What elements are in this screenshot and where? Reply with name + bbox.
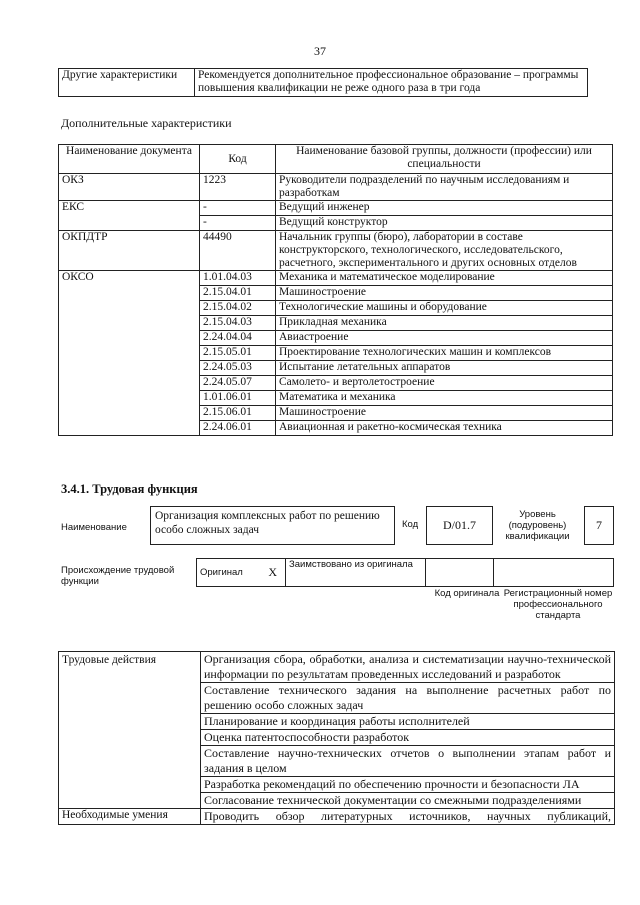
row-code: 1.01.04.03 <box>200 271 276 286</box>
row-code: 2.24.05.03 <box>200 361 276 376</box>
table-row <box>59 271 613 286</box>
row-name: Машиностроение <box>276 286 613 301</box>
row-code: 2.24.05.07 <box>200 376 276 391</box>
row-name: Авиационная и ракетно-космическая техника <box>276 421 613 436</box>
reg-number-label: Регистрационный номер профессионального стандарта <box>503 588 613 621</box>
row-code: 2.15.06.01 <box>200 406 276 421</box>
function-name-value: Организация комплексных работ по решению особо сложных задач <box>155 510 380 536</box>
row-name: Ведущий инженер <box>276 201 613 216</box>
header-name: Наименование базовой группы, должности (профессии) или специальности <box>276 145 613 174</box>
row-code: 2.15.05.01 <box>200 346 276 361</box>
row-document: ОКЗ <box>59 174 200 201</box>
function-level-label: Уровень (подуровень) квалификации <box>505 509 570 542</box>
origin-table <box>196 558 614 587</box>
origin-original-label: Оригинал <box>197 559 261 587</box>
row-document: ОКПДТР <box>59 231 200 271</box>
function-name-box <box>150 506 395 545</box>
row-code: 2.24.04.04 <box>200 331 276 346</box>
labor-action: Составление научно-технических отчетов о выполнении этапам работ и задания в целом <box>201 746 615 777</box>
row-name: Самолето- и вертолетостроение <box>276 376 613 391</box>
labor-action: Оценка патентоспособности разработок <box>201 730 615 746</box>
other-label: Другие характеристики <box>59 69 195 97</box>
extra-characteristics-table <box>58 144 613 436</box>
code-original-label: Код оригинала <box>434 588 500 599</box>
actions-label: Трудовые действия <box>59 652 201 809</box>
table-row <box>59 652 615 683</box>
labor-action: Разработка рекомендаций по обеспечению прочности и безопасности ЛА <box>201 777 615 793</box>
row-document: ОКСО <box>59 271 200 436</box>
table-row <box>59 201 613 216</box>
row-name: Машиностроение <box>276 406 613 421</box>
row-name: Математика и механика <box>276 391 613 406</box>
table-row <box>59 231 613 271</box>
row-name: Технологические машины и оборудование <box>276 301 613 316</box>
table-row <box>59 174 613 201</box>
row-name: Начальник группы (бюро), лаборатории в составе конструкторского, технологического, исследовательского, расчетного, экспериментального и других основных отделов <box>276 231 613 271</box>
row-code: 2.24.06.01 <box>200 421 276 436</box>
row-code: 2.15.04.03 <box>200 316 276 331</box>
labor-action: Планирование и координация работы исполнителей <box>201 714 615 730</box>
row-document: ЕКС <box>59 201 200 231</box>
function-name-label: Наименование <box>61 522 127 533</box>
labor-actions-table <box>58 651 615 825</box>
row-name: Ведущий конструктор <box>276 216 613 231</box>
header-document: Наименование документа <box>59 145 200 174</box>
origin-reg-cell <box>494 559 614 587</box>
row-name: Руководители подразделений по научным исследованиям и разработкам <box>276 174 613 201</box>
extra-title: Дополнительные характеристики <box>61 116 232 130</box>
row-code: - <box>200 216 276 231</box>
row-code: 2.15.04.02 <box>200 301 276 316</box>
origin-code-cell <box>426 559 494 587</box>
row-code: 1.01.06.01 <box>200 391 276 406</box>
function-level-value: 7 <box>596 518 602 532</box>
labor-action: Организация сбора, обработки, анализа и систематизации научно-технической информации по результатам проведенных исследований и разработок <box>201 652 615 683</box>
labor-action: Согласование технической документации со смежными подразделениями <box>201 793 615 809</box>
row-code: 2.15.04.01 <box>200 286 276 301</box>
other-characteristics-table <box>58 68 588 97</box>
row-name: Механика и математическое моделирование <box>276 271 613 286</box>
row-name: Прикладная механика <box>276 316 613 331</box>
row-name: Авиастроение <box>276 331 613 346</box>
table-row <box>59 809 615 825</box>
row-code: 1223 <box>200 174 276 201</box>
header-code: Код <box>200 145 276 174</box>
function-code-value: D/01.7 <box>443 518 476 532</box>
origin-original-mark: X <box>261 559 286 587</box>
origin-label: Происхождение трудовой функции <box>61 565 175 587</box>
other-text: Рекомендуется дополнительное профессиональное образование – программы повышения квалификации не реже одного раза в три года <box>195 69 588 97</box>
row-name: Проектирование технологических машин и комплексов <box>276 346 613 361</box>
row-code: 44490 <box>200 231 276 271</box>
row-code: - <box>200 201 276 216</box>
function-code-box <box>426 506 493 545</box>
labor-action: Составление технического задания на выполнение расчетных работ по решению особо сложных задач <box>201 683 615 714</box>
row-name: Испытание летательных аппаратов <box>276 361 613 376</box>
labor-skill: Проводить обзор литературных источников, научных публикаций, <box>201 809 615 825</box>
skills-label: Необходимые умения <box>59 809 201 825</box>
page-number: 37 <box>314 44 326 58</box>
origin-borrowed-label: Заимствовано из оригинала <box>286 559 426 587</box>
section-title: 3.4.1. Трудовая функция <box>61 482 198 496</box>
function-level-box <box>584 506 614 545</box>
function-code-label: Код <box>402 519 419 530</box>
